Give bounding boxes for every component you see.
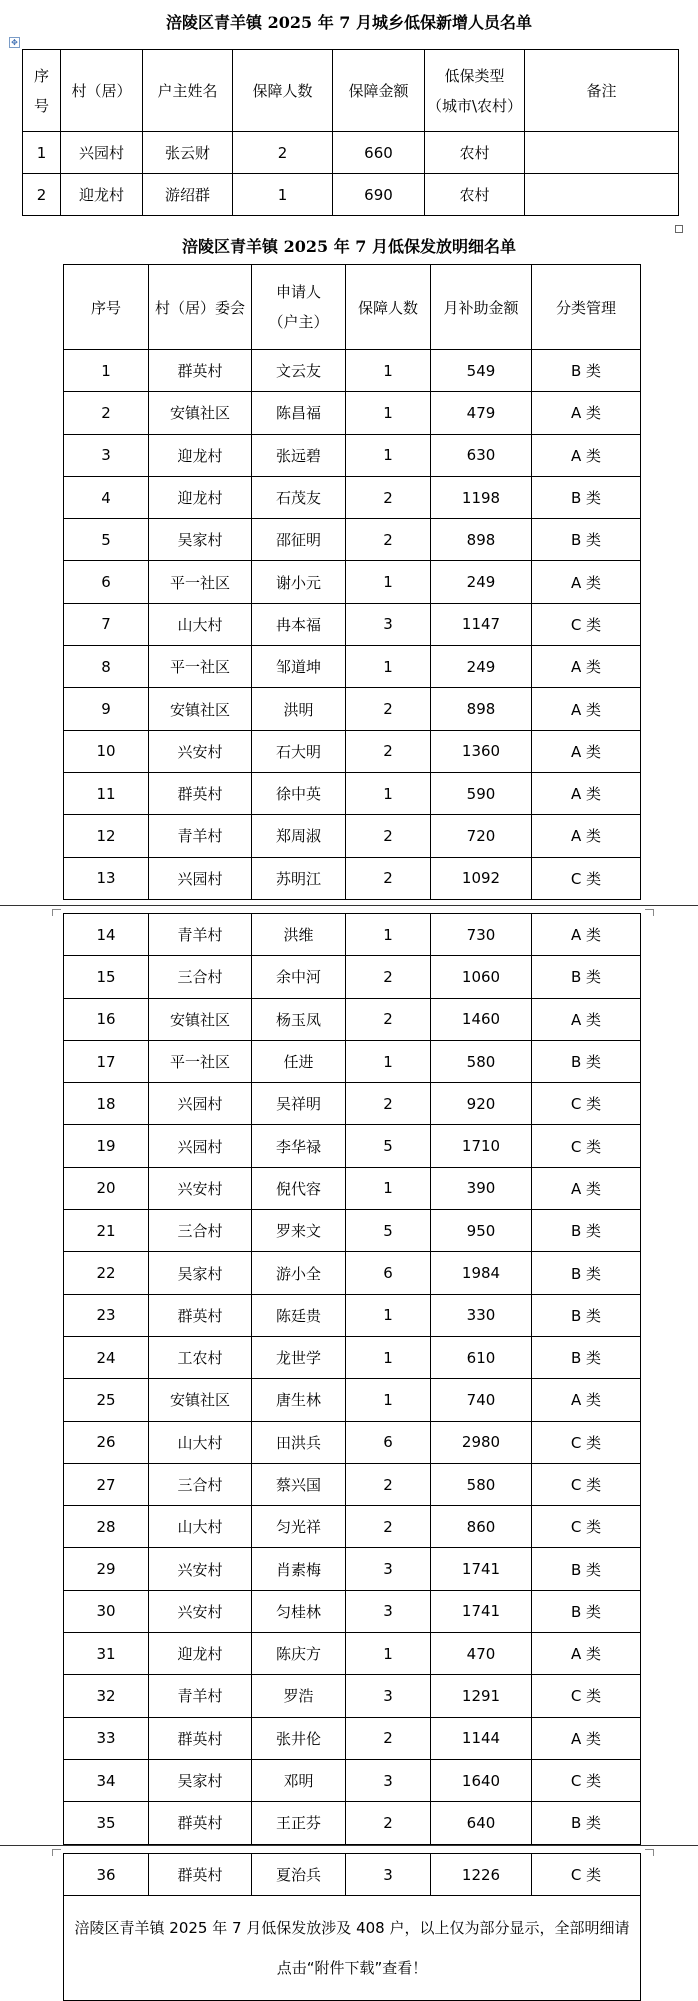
cell-applicant: 吴祥明 — [252, 1083, 346, 1125]
cell-applicant: 徐中英 — [252, 772, 346, 814]
cell-count: 1 — [233, 174, 333, 216]
cell-applicant: 张远碧 — [252, 434, 346, 476]
cell-count: 3 — [346, 1590, 431, 1632]
cell-seq: 7 — [64, 603, 149, 645]
cell-remark — [525, 132, 679, 174]
cell-village: 山大村 — [149, 603, 252, 645]
cell-amount: 660 — [333, 132, 425, 174]
cell-amount: 610 — [431, 1336, 532, 1378]
table-row — [64, 914, 641, 956]
header-head-name: 户主姓名 — [143, 50, 233, 132]
cell-category: B 类 — [532, 1548, 641, 1590]
table-row — [64, 350, 641, 392]
cell-count: 1 — [346, 1167, 431, 1209]
cell-amount: 898 — [431, 519, 532, 561]
cell-applicant: 石茂友 — [252, 476, 346, 518]
cell-applicant: 唐生林 — [252, 1379, 346, 1421]
table-header-row — [64, 265, 641, 350]
cell-category: A 类 — [532, 1717, 641, 1759]
cell-count: 2 — [346, 857, 431, 899]
cell-amount: 630 — [431, 434, 532, 476]
detail-list-title: 涪陵区青羊镇 2025 年 7 月低保发放明细名单 — [182, 237, 516, 256]
table-row — [64, 1336, 641, 1378]
new-list-title: 涪陵区青羊镇 2025 年 7 月城乡低保新增人员名单 — [166, 13, 532, 32]
cell-category: A 类 — [532, 998, 641, 1040]
cell-seq: 28 — [64, 1506, 149, 1548]
cell-amount: 898 — [431, 688, 532, 730]
cell-count: 1 — [346, 434, 431, 476]
header-village: 村（居）委会 — [149, 265, 252, 350]
cell-count: 6 — [346, 1252, 431, 1294]
cell-village: 安镇社区 — [149, 392, 252, 434]
cell-applicant: 罗来文 — [252, 1210, 346, 1252]
table-row — [64, 434, 641, 476]
cell-village: 兴安村 — [149, 1167, 252, 1209]
cell-village: 山大村 — [149, 1506, 252, 1548]
cell-seq: 31 — [64, 1633, 149, 1675]
cell-category: C 类 — [532, 1506, 641, 1548]
cell-applicant: 洪维 — [252, 914, 346, 956]
cell-count: 2 — [346, 956, 431, 998]
cell-count: 3 — [346, 1854, 431, 1896]
cell-applicant: 游小全 — [252, 1252, 346, 1294]
cell-applicant: 任进 — [252, 1040, 346, 1082]
cell-village: 青羊村 — [149, 914, 252, 956]
cell-village: 兴园村 — [149, 857, 252, 899]
cell-applicant: 倪代容 — [252, 1167, 346, 1209]
cell-category: A 类 — [532, 434, 641, 476]
cell-amount: 580 — [431, 1040, 532, 1082]
cell-seq: 35 — [64, 1802, 149, 1844]
header-applicant: 申请人 （户主） — [252, 265, 346, 350]
cell-type: 农村 — [425, 132, 525, 174]
cell-village: 群英村 — [149, 350, 252, 392]
header-count: 保障人数 — [233, 50, 333, 132]
table-row — [64, 392, 641, 434]
cell-village: 群英村 — [149, 1717, 252, 1759]
cell-applicant: 王正芬 — [252, 1802, 346, 1844]
table-row — [64, 1040, 641, 1082]
table-row — [64, 857, 641, 899]
cell-category: B 类 — [532, 1210, 641, 1252]
cell-category: B 类 — [532, 1336, 641, 1378]
cell-seq: 6 — [64, 561, 149, 603]
cell-name: 游绍群 — [143, 174, 233, 216]
cell-village: 迎龙村 — [61, 174, 143, 216]
cell-applicant: 田洪兵 — [252, 1421, 346, 1463]
cell-amount: 950 — [431, 1210, 532, 1252]
cell-seq: 36 — [64, 1854, 149, 1896]
header-seq: 序号 — [64, 265, 149, 350]
crop-mark — [52, 1849, 61, 1856]
cell-applicant: 张井伦 — [252, 1717, 346, 1759]
cell-seq: 21 — [64, 1210, 149, 1252]
cell-count: 1 — [346, 1633, 431, 1675]
header-category: 分类管理 — [532, 265, 641, 350]
cell-seq: 27 — [64, 1463, 149, 1505]
cell-village: 迎龙村 — [149, 434, 252, 476]
cell-amount: 549 — [431, 350, 532, 392]
cell-count: 2 — [346, 1083, 431, 1125]
cell-amount: 1147 — [431, 603, 532, 645]
cell-amount: 1060 — [431, 956, 532, 998]
table-row — [64, 998, 641, 1040]
header-amount: 月补助金额 — [431, 265, 532, 350]
cell-village: 平一社区 — [149, 561, 252, 603]
cell-village: 安镇社区 — [149, 688, 252, 730]
cell-village: 迎龙村 — [149, 1633, 252, 1675]
cell-category: A 类 — [532, 1633, 641, 1675]
cell-count: 6 — [346, 1421, 431, 1463]
cell-category: B 类 — [532, 350, 641, 392]
cell-amount: 1741 — [431, 1590, 532, 1632]
table-row — [64, 476, 641, 518]
cell-seq: 26 — [64, 1421, 149, 1463]
cell-seq: 34 — [64, 1759, 149, 1801]
cell-applicant: 洪明 — [252, 688, 346, 730]
cell-applicant: 罗浩 — [252, 1675, 346, 1717]
cell-category: B 类 — [532, 1590, 641, 1632]
cell-seq: 22 — [64, 1252, 149, 1294]
cell-seq: 24 — [64, 1336, 149, 1378]
cell-seq: 23 — [64, 1294, 149, 1336]
cell-category: B 类 — [532, 1040, 641, 1082]
cell-amount: 1360 — [431, 730, 532, 772]
cell-count: 3 — [346, 603, 431, 645]
cell-category: C 类 — [532, 1463, 641, 1505]
cell-amount: 860 — [431, 1506, 532, 1548]
crop-mark — [52, 909, 61, 916]
cell-village: 工农村 — [149, 1336, 252, 1378]
cell-count: 3 — [346, 1759, 431, 1801]
cell-seq: 4 — [64, 476, 149, 518]
header-count: 保障人数 — [346, 265, 431, 350]
cell-applicant: 郑周淑 — [252, 815, 346, 857]
header-remark: 备注 — [525, 50, 679, 132]
cell-applicant: 李华禄 — [252, 1125, 346, 1167]
cell-amount: 470 — [431, 1633, 532, 1675]
table-row — [23, 132, 679, 174]
cell-village: 群英村 — [149, 1854, 252, 1896]
cell-seq: 15 — [64, 956, 149, 998]
table-row — [64, 561, 641, 603]
cell-category: A 类 — [532, 815, 641, 857]
cell-village: 兴安村 — [149, 1590, 252, 1632]
cell-count: 1 — [346, 561, 431, 603]
cell-amount: 1984 — [431, 1252, 532, 1294]
cell-village: 吴家村 — [149, 519, 252, 561]
table-row — [64, 1802, 641, 1844]
table-row — [64, 1633, 641, 1675]
table-row — [64, 646, 641, 688]
cell-category: A 类 — [532, 914, 641, 956]
cell-count: 2 — [346, 519, 431, 561]
cell-category: C 类 — [532, 1083, 641, 1125]
table-row — [64, 603, 641, 645]
cell-amount: 249 — [431, 561, 532, 603]
footnote-row — [64, 1896, 641, 2001]
cell-count: 3 — [346, 1548, 431, 1590]
cell-amount: 1710 — [431, 1125, 532, 1167]
cell-count: 1 — [346, 1379, 431, 1421]
table-row — [64, 519, 641, 561]
table-row — [64, 1294, 641, 1336]
cell-count: 1 — [346, 1294, 431, 1336]
cell-count: 5 — [346, 1125, 431, 1167]
cell-amount: 590 — [431, 772, 532, 814]
cell-village: 兴安村 — [149, 730, 252, 772]
crop-mark — [645, 909, 654, 916]
cell-category: C 类 — [532, 857, 641, 899]
cell-amount: 1226 — [431, 1854, 532, 1896]
cell-applicant: 龙世学 — [252, 1336, 346, 1378]
cell-village: 青羊村 — [149, 815, 252, 857]
cell-count: 3 — [346, 1675, 431, 1717]
cell-seq: 2 — [23, 174, 61, 216]
cell-seq: 1 — [64, 350, 149, 392]
cell-seq: 19 — [64, 1125, 149, 1167]
cell-count: 1 — [346, 646, 431, 688]
cell-applicant: 蔡兴国 — [252, 1463, 346, 1505]
cell-village: 群英村 — [149, 1802, 252, 1844]
cell-category: B 类 — [532, 519, 641, 561]
table-row — [64, 1506, 641, 1548]
cell-applicant: 邓明 — [252, 1759, 346, 1801]
cell-amount: 2980 — [431, 1421, 532, 1463]
cell-village: 三合村 — [149, 1210, 252, 1252]
crop-mark — [645, 1849, 654, 1856]
table-row — [64, 1083, 641, 1125]
table-row — [64, 1125, 641, 1167]
cell-seq: 2 — [64, 392, 149, 434]
cell-amount: 920 — [431, 1083, 532, 1125]
cell-count: 2 — [346, 1802, 431, 1844]
cell-seq: 29 — [64, 1548, 149, 1590]
cell-category: A 类 — [532, 772, 641, 814]
cell-village: 平一社区 — [149, 646, 252, 688]
table-row — [64, 1421, 641, 1463]
table-row — [64, 1590, 641, 1632]
cell-village: 迎龙村 — [149, 476, 252, 518]
header-seq: 序 号 — [23, 50, 61, 132]
cell-seq: 8 — [64, 646, 149, 688]
table-row — [64, 815, 641, 857]
cell-seq: 3 — [64, 434, 149, 476]
cell-seq: 12 — [64, 815, 149, 857]
cell-seq: 20 — [64, 1167, 149, 1209]
table-row — [64, 1167, 641, 1209]
cell-count: 1 — [346, 1336, 431, 1378]
table-row — [64, 1717, 641, 1759]
resize-square-icon[interactable] — [675, 225, 683, 233]
cell-amount: 1144 — [431, 1717, 532, 1759]
cell-count: 2 — [346, 1506, 431, 1548]
cell-category: B 类 — [532, 1252, 641, 1294]
cell-seq: 1 — [23, 132, 61, 174]
cell-amount: 1291 — [431, 1675, 532, 1717]
cell-seq: 25 — [64, 1379, 149, 1421]
cell-seq: 32 — [64, 1675, 149, 1717]
cell-applicant: 苏明江 — [252, 857, 346, 899]
cell-seq: 14 — [64, 914, 149, 956]
table-row — [64, 1252, 641, 1294]
cell-seq: 5 — [64, 519, 149, 561]
cell-count: 1 — [346, 914, 431, 956]
cell-seq: 18 — [64, 1083, 149, 1125]
cell-seq: 13 — [64, 857, 149, 899]
cell-village: 安镇社区 — [149, 1379, 252, 1421]
cell-applicant: 肖素梅 — [252, 1548, 346, 1590]
cell-village: 兴安村 — [149, 1548, 252, 1590]
cell-category: B 类 — [532, 956, 641, 998]
page-break — [0, 1845, 698, 1846]
cell-count: 1 — [346, 1040, 431, 1082]
move-arrows-icon[interactable]: ✥ — [9, 37, 20, 48]
table-row — [64, 1463, 641, 1505]
cell-applicant: 匀桂林 — [252, 1590, 346, 1632]
cell-count: 1 — [346, 350, 431, 392]
cell-amount: 390 — [431, 1167, 532, 1209]
cell-applicant: 余中河 — [252, 956, 346, 998]
cell-village: 群英村 — [149, 1294, 252, 1336]
cell-applicant: 谢小元 — [252, 561, 346, 603]
cell-count: 2 — [233, 132, 333, 174]
cell-seq: 17 — [64, 1040, 149, 1082]
cell-remark — [525, 174, 679, 216]
cell-village: 安镇社区 — [149, 998, 252, 1040]
header-village: 村（居） — [61, 50, 143, 132]
cell-applicant: 陈廷贵 — [252, 1294, 346, 1336]
cell-seq: 11 — [64, 772, 149, 814]
cell-seq: 33 — [64, 1717, 149, 1759]
cell-applicant: 夏治兵 — [252, 1854, 346, 1896]
table-row — [64, 1854, 641, 1896]
cell-category: C 类 — [532, 1125, 641, 1167]
cell-count: 2 — [346, 998, 431, 1040]
cell-count: 2 — [346, 688, 431, 730]
cell-category: B 类 — [532, 1294, 641, 1336]
cell-seq: 30 — [64, 1590, 149, 1632]
cell-category: A 类 — [532, 1167, 641, 1209]
table-row — [64, 956, 641, 998]
table-row — [64, 1548, 641, 1590]
cell-village: 兴园村 — [149, 1083, 252, 1125]
cell-count: 2 — [346, 730, 431, 772]
cell-type: 农村 — [425, 174, 525, 216]
table-row — [64, 1379, 641, 1421]
cell-village: 平一社区 — [149, 1040, 252, 1082]
cell-applicant: 邹道坤 — [252, 646, 346, 688]
cell-amount: 330 — [431, 1294, 532, 1336]
cell-category: A 类 — [532, 646, 641, 688]
cell-count: 5 — [346, 1210, 431, 1252]
cell-category: B 类 — [532, 476, 641, 518]
footnote: 涪陵区青羊镇 2025 年 7 月低保发放涉及 408 户，以上仅为部分显示，全部明细请点击“附件下载”查看！ — [64, 1896, 641, 2001]
cell-village: 兴园村 — [149, 1125, 252, 1167]
cell-category: C 类 — [532, 1854, 641, 1896]
cell-category: C 类 — [532, 603, 641, 645]
table-header-row — [23, 50, 679, 132]
cell-village: 山大村 — [149, 1421, 252, 1463]
cell-applicant: 文云友 — [252, 350, 346, 392]
cell-amount: 479 — [431, 392, 532, 434]
detail-table-part-3 — [63, 1853, 641, 2001]
cell-amount: 1460 — [431, 998, 532, 1040]
table-row — [64, 1210, 641, 1252]
cell-category: B 类 — [532, 1802, 641, 1844]
cell-amount: 730 — [431, 914, 532, 956]
header-type: 低保类型 （城市\农村） — [425, 50, 525, 132]
detail-table-part-2 — [63, 913, 641, 1845]
cell-amount: 249 — [431, 646, 532, 688]
header-amount: 保障金额 — [333, 50, 425, 132]
cell-category: A 类 — [532, 688, 641, 730]
cell-category: A 类 — [532, 1379, 641, 1421]
cell-village: 吴家村 — [149, 1252, 252, 1294]
cell-amount: 580 — [431, 1463, 532, 1505]
detail-table-part-1 — [63, 264, 641, 900]
cell-amount: 1092 — [431, 857, 532, 899]
table-row — [64, 1675, 641, 1717]
cell-applicant: 陈昌福 — [252, 392, 346, 434]
page-break — [0, 905, 698, 906]
cell-category: C 类 — [532, 1421, 641, 1463]
cell-village: 三合村 — [149, 1463, 252, 1505]
cell-amount: 740 — [431, 1379, 532, 1421]
cell-count: 2 — [346, 1717, 431, 1759]
cell-applicant: 陈庆方 — [252, 1633, 346, 1675]
cell-seq: 16 — [64, 998, 149, 1040]
cell-count: 2 — [346, 815, 431, 857]
cell-amount: 690 — [333, 174, 425, 216]
cell-category: A 类 — [532, 392, 641, 434]
table-row — [23, 174, 679, 216]
cell-category: A 类 — [532, 561, 641, 603]
cell-amount: 1741 — [431, 1548, 532, 1590]
table-row — [64, 688, 641, 730]
cell-amount: 640 — [431, 1802, 532, 1844]
cell-count: 2 — [346, 476, 431, 518]
cell-amount: 720 — [431, 815, 532, 857]
cell-applicant: 匀光祥 — [252, 1506, 346, 1548]
table-row — [64, 730, 641, 772]
new-recipients-table — [22, 49, 679, 216]
cell-village: 青羊村 — [149, 1675, 252, 1717]
cell-applicant: 石大明 — [252, 730, 346, 772]
cell-applicant: 冉本福 — [252, 603, 346, 645]
cell-village: 吴家村 — [149, 1759, 252, 1801]
table-row — [64, 1759, 641, 1801]
cell-village: 三合村 — [149, 956, 252, 998]
cell-category: C 类 — [532, 1759, 641, 1801]
cell-village: 群英村 — [149, 772, 252, 814]
cell-applicant: 杨玉凤 — [252, 998, 346, 1040]
cell-amount: 1640 — [431, 1759, 532, 1801]
cell-count: 2 — [346, 1463, 431, 1505]
cell-category: C 类 — [532, 1675, 641, 1717]
cell-seq: 9 — [64, 688, 149, 730]
cell-amount: 1198 — [431, 476, 532, 518]
table-row — [64, 772, 641, 814]
cell-name: 张云财 — [143, 132, 233, 174]
cell-count: 1 — [346, 392, 431, 434]
cell-category: A 类 — [532, 730, 641, 772]
cell-count: 1 — [346, 772, 431, 814]
cell-village: 兴园村 — [61, 132, 143, 174]
cell-applicant: 邵征明 — [252, 519, 346, 561]
cell-seq: 10 — [64, 730, 149, 772]
